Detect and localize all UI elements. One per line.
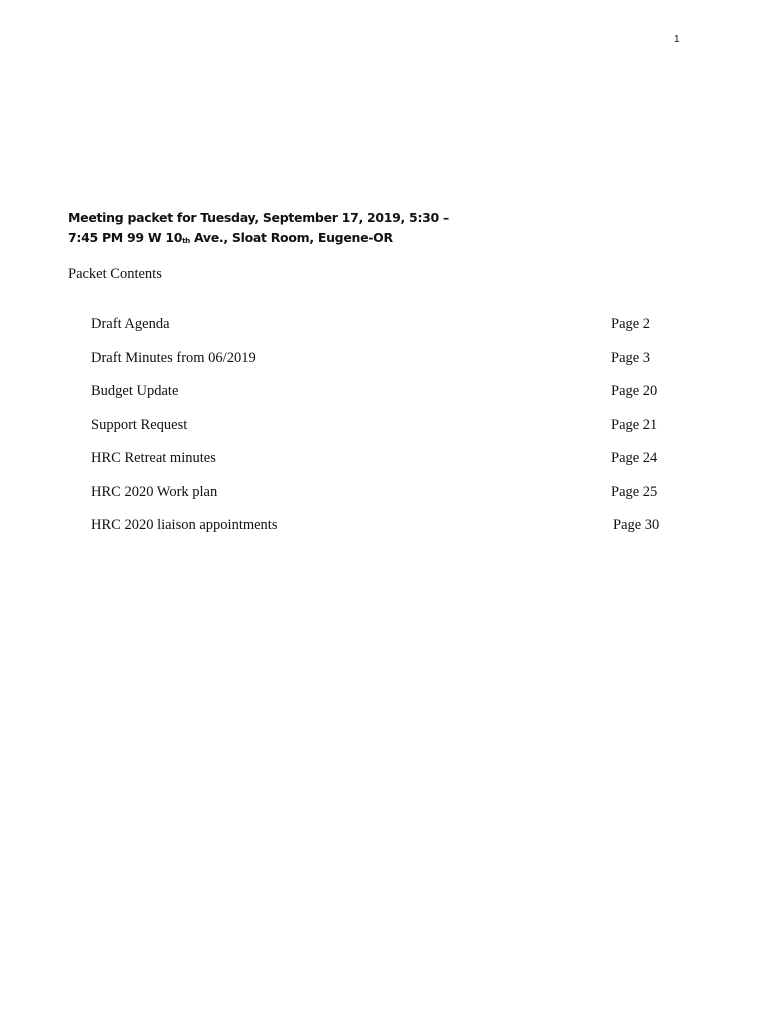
ordinal-suffix: th [182,237,190,245]
heading-line-1: Meeting packet for Tuesday, September 17, 2019, 5:30 – [68,210,449,225]
heading-line-2-end: Ave., Sloat Room, Eugene-OR [189,230,393,245]
contents-item-label: Budget Update [91,383,179,399]
contents-item-draft-agenda [91,316,671,350]
contents-item-label: HRC 2020 Work plan [91,483,218,500]
contents-item-work-plan [91,484,671,518]
contents-item-label: Draft Minutes from 06/2019 [91,349,256,366]
contents-item-label: HRC Retreat minutes [91,450,216,466]
contents-item-page: Page 21 [611,416,658,433]
packet-contents-label: Packet Contents [68,266,162,282]
contents-item-page: Page 20 [611,383,658,399]
contents-item-budget-update [91,383,671,417]
heading-line-2 [68,228,488,250]
contents-item-page: Page 24 [611,450,658,466]
contents-item-page: Page 2 [611,316,651,332]
meeting-heading [68,208,488,250]
contents-item-page: Page 3 [611,349,651,366]
contents-list [91,316,671,551]
heading-line-2-start: 7:45 PM 99 W 10 [68,230,183,245]
contents-item-retreat-minutes [91,450,671,484]
contents-item-label: HRC 2020 liaison appointments [91,517,278,533]
contents-item-label: Support Request [91,416,188,433]
contents-item-draft-minutes [91,350,671,384]
contents-item-page: Page 25 [611,483,658,500]
contents-item-label: Draft Agenda [91,316,170,332]
contents-item-support-request [91,417,671,451]
contents-item-liaison-appointments [91,517,671,551]
contents-item-page: Page 30 [613,517,660,533]
page-number: 1 [674,34,680,45]
